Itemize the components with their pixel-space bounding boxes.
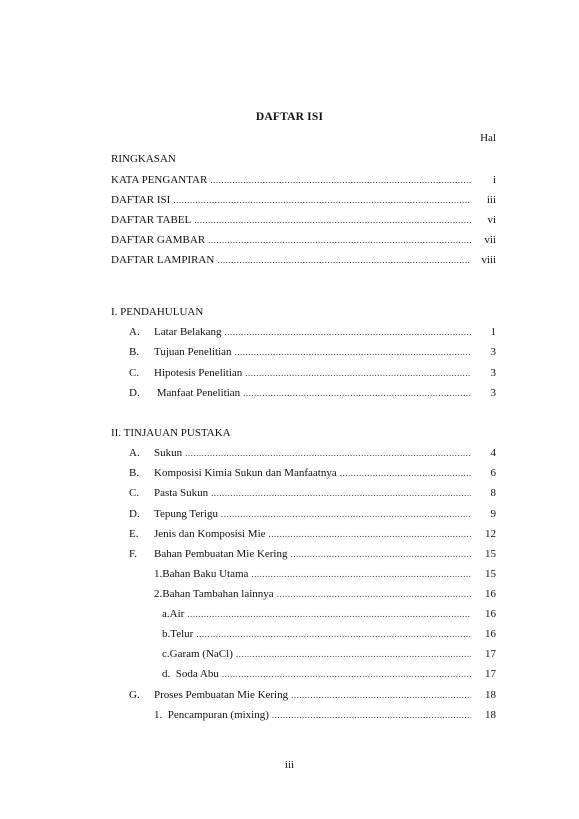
toc-entry-letter: C. — [129, 367, 140, 379]
toc-entry-title: c.Garam (NaCl) — [162, 648, 233, 660]
page-title: DAFTAR ISI — [255, 111, 324, 123]
toc-entry-title: Jenis dan Komposisi Mie — [154, 528, 266, 540]
toc-entry — [129, 466, 496, 480]
toc-entry-title: 1.Bahan Baku Utama — [154, 568, 249, 580]
toc-leader-dots — [235, 345, 471, 359]
toc-entry-page: 16 — [485, 608, 496, 620]
toc-entry-title: d. Soda Abu — [162, 668, 219, 680]
chapter-2-heading: II. TINJAUAN PUSTAKA — [111, 427, 231, 439]
toc-leader-dots — [245, 366, 471, 380]
toc-entry-title: a.Air — [162, 608, 185, 620]
toc-entry-title: Bahan Pembuatan Mie Kering — [154, 548, 288, 560]
toc-entry — [129, 507, 496, 521]
toc-entry-page: 15 — [485, 568, 496, 580]
toc-leader-dots — [236, 647, 471, 661]
toc-leader-dots — [222, 667, 471, 681]
toc-leader-dots — [291, 688, 471, 702]
toc-leader-dots — [211, 486, 471, 500]
toc-entry-page: 18 — [485, 689, 496, 701]
toc-entry-letter: G. — [129, 689, 140, 701]
toc-entry-title: Tujuan Penelitian — [154, 346, 232, 358]
toc-entry-page: 16 — [485, 588, 496, 600]
toc-entry — [111, 253, 496, 267]
toc-entry — [162, 647, 496, 661]
toc-entry-page: vi — [487, 214, 496, 226]
toc-entry — [129, 325, 496, 339]
toc-entry-title: Tepung Terigu — [154, 508, 218, 520]
toc-entry-title: 2.Bahan Tambahan lainnya — [154, 588, 274, 600]
toc-entry-letter: D. — [129, 508, 140, 520]
toc-leader-dots — [194, 213, 471, 227]
toc-entry-page: viii — [481, 254, 496, 266]
toc-entry-page: 15 — [485, 548, 496, 560]
toc-entry-title: DAFTAR ISI — [111, 194, 171, 206]
toc-entry-letter: B. — [129, 346, 140, 358]
toc-leader-dots — [210, 173, 471, 187]
toc-entry-page: 4 — [490, 447, 496, 459]
toc-leader-dots — [217, 253, 471, 267]
toc-entry-title: Manfaat Penelitian — [154, 387, 241, 399]
toc-entry-page: 3 — [490, 387, 496, 399]
toc-entry — [129, 366, 496, 380]
toc-entry-letter: D. — [129, 387, 140, 399]
toc-leader-dots — [225, 325, 472, 339]
toc-entry — [129, 386, 496, 400]
toc-entry-page: 1 — [490, 326, 496, 338]
toc-entry-title: DAFTAR TABEL — [111, 214, 192, 226]
toc-leader-dots — [187, 607, 471, 621]
toc-entry-title: Komposisi Kimia Sukun dan Manfaatnya — [154, 467, 337, 479]
page-number-footer: iii — [284, 759, 295, 771]
toc-leader-dots — [291, 547, 472, 561]
toc-entry-title: Latar Belakang — [154, 326, 222, 338]
toc-entry-letter: F. — [129, 548, 137, 560]
toc-entry-letter: C. — [129, 487, 140, 499]
toc-entry-page: 8 — [490, 487, 496, 499]
toc-entry-page: 17 — [485, 668, 496, 680]
toc-entry-title: KATA PENGANTAR — [111, 174, 208, 186]
toc-leader-dots — [277, 587, 471, 601]
toc-entry-letter: E. — [129, 528, 139, 540]
toc-entry-title: Hipotesis Penelitian — [154, 367, 243, 379]
toc-entry-title: DAFTAR LAMPIRAN — [111, 254, 215, 266]
page-column-label: Hal — [480, 132, 496, 144]
toc-entry-page: 18 — [485, 709, 496, 721]
toc-entry — [111, 193, 496, 207]
toc-leader-dots — [243, 386, 471, 400]
toc-entry — [129, 547, 496, 561]
toc-entry-page: iii — [486, 194, 496, 206]
toc-entry-page: i — [492, 174, 496, 186]
toc-leader-dots — [185, 446, 471, 460]
toc-leader-dots — [196, 627, 471, 641]
toc-entry-page: 3 — [490, 367, 496, 379]
toc-entry — [129, 446, 496, 460]
toc-entry — [111, 213, 496, 227]
toc-entry — [162, 607, 496, 621]
toc-entry-title: Pasta Sukun — [154, 487, 209, 499]
toc-entry-page: 3 — [490, 346, 496, 358]
toc-entry-title: 1. Pencampuran (mixing) — [154, 709, 269, 721]
toc-entry — [129, 486, 496, 500]
toc-entry — [111, 152, 496, 166]
toc-entry-letter: B. — [129, 467, 140, 479]
toc-entry — [154, 708, 496, 722]
toc-leader-dots — [208, 233, 471, 247]
toc-entry — [111, 233, 496, 247]
toc-leader-dots — [251, 567, 471, 581]
toc-entry-title: b.Telur — [162, 628, 194, 640]
toc-leader-dots — [340, 466, 471, 480]
toc-entry — [129, 345, 496, 359]
toc-entry-title: Proses Pembuatan Mie Kering — [154, 689, 289, 701]
toc-entry-page: vii — [484, 234, 496, 246]
toc-entry-title: RINGKASAN — [111, 153, 176, 165]
toc-entry — [129, 527, 496, 541]
toc-entry — [111, 173, 496, 187]
toc-leader-dots — [221, 507, 471, 521]
toc-entry-page: 17 — [485, 648, 496, 660]
toc-entry-letter: A. — [129, 326, 140, 338]
toc-entry-page: 12 — [485, 528, 496, 540]
toc-entry — [154, 567, 496, 581]
toc-entry-title: DAFTAR GAMBAR — [111, 234, 206, 246]
toc-leader-dots — [272, 708, 471, 722]
toc-entry — [154, 587, 496, 601]
toc-entry-title: Sukun — [154, 447, 183, 459]
toc-entry-letter: A. — [129, 447, 140, 459]
toc-entry — [162, 667, 496, 681]
toc-entry-page: 16 — [485, 628, 496, 640]
toc-leader-dots — [173, 193, 471, 207]
toc-entry-page: 9 — [490, 508, 496, 520]
chapter-1-heading: I. PENDAHULUAN — [111, 306, 204, 318]
toc-entry — [162, 627, 496, 641]
toc-entry-page: 6 — [490, 467, 496, 479]
toc-leader-dots — [269, 527, 471, 541]
toc-entry — [129, 688, 496, 702]
